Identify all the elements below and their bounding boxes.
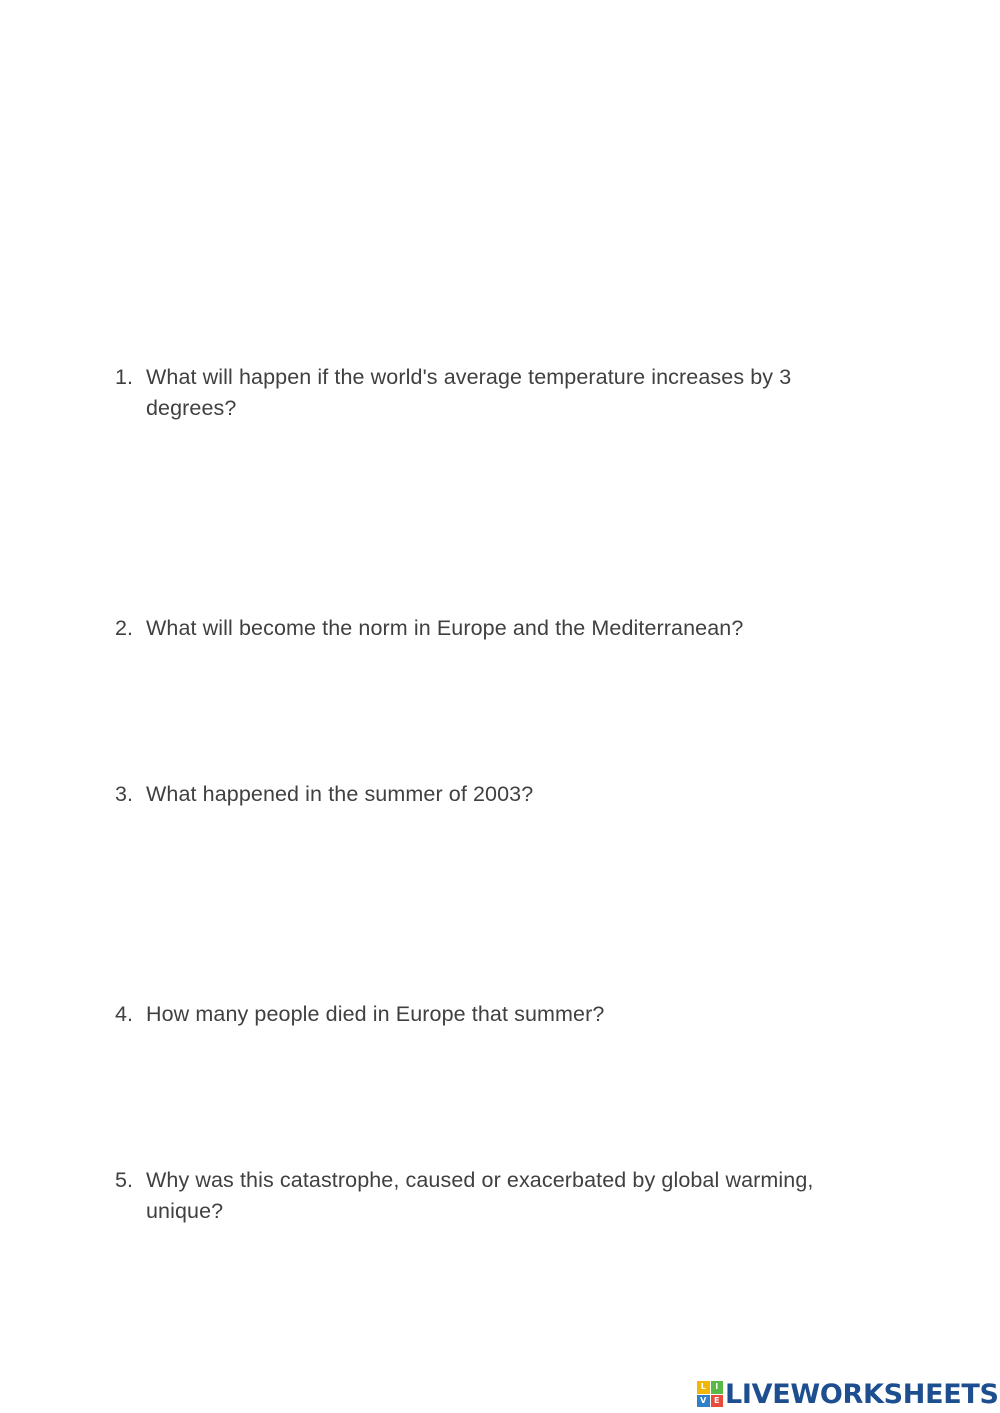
question-number: 5.: [115, 1168, 134, 1192]
question-3: [115, 779, 860, 810]
question-text: Why was this catastrophe, caused or exacerbated by global warming, unique?: [146, 1168, 814, 1223]
question-number: 4.: [115, 1002, 134, 1026]
liveworksheets-logo-icon: [697, 1381, 723, 1407]
logo-letter-e: E: [711, 1395, 724, 1408]
question-4: [115, 999, 860, 1030]
question-2: [115, 613, 860, 644]
question-1: [115, 362, 860, 424]
logo-letter-l: L: [697, 1381, 710, 1394]
question-number: 3.: [115, 782, 134, 806]
logo-letter-i: I: [711, 1381, 724, 1394]
logo-letter-v: V: [697, 1395, 710, 1408]
question-text: What happened in the summer of 2003?: [146, 782, 534, 806]
brand-name: LIVEWORKSHEETS: [725, 1378, 999, 1410]
question-number: 2.: [115, 616, 134, 640]
question-text: What will become the norm in Europe and the Mediterranean?: [146, 616, 744, 640]
question-text: What will happen if the world's average temperature increases by 3 degrees?: [146, 365, 792, 420]
question-number: 1.: [115, 365, 134, 389]
liveworksheets-branding: [697, 1377, 999, 1411]
question-text: How many people died in Europe that summer?: [146, 1002, 605, 1026]
question-5: [115, 1165, 860, 1227]
